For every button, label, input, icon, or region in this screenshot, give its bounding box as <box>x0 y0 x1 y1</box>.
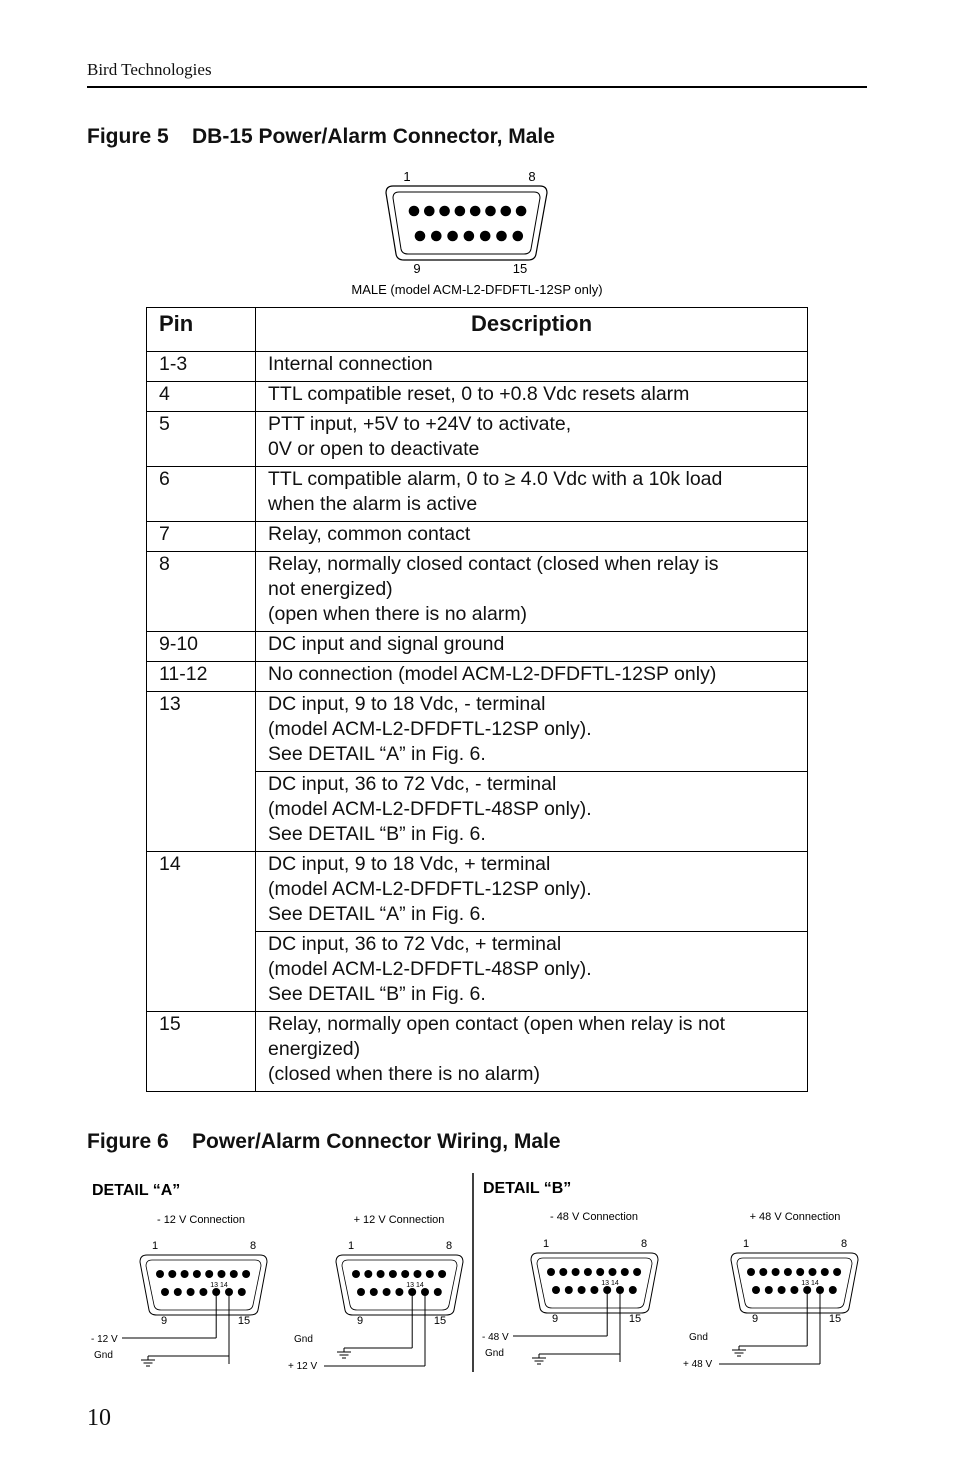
wire-label-ground: Gnd <box>94 1350 113 1361</box>
pin-label-1: 1 <box>403 169 411 184</box>
description-line: TTL compatible reset, 0 to +0.8 Vdc resets alarm <box>268 383 690 405</box>
connector-pin <box>790 1286 798 1294</box>
pin-label-9: 9 <box>551 1313 559 1325</box>
pin-label-15: 15 <box>628 1313 642 1325</box>
column-header-pin: Pin <box>147 308 256 352</box>
wire-label-supply: + 48 V <box>683 1359 713 1370</box>
pin-label-15: 15 <box>828 1313 842 1325</box>
connector-pin <box>242 1270 250 1278</box>
description-line: Internal connection <box>268 353 433 375</box>
pin-label-1: 1 <box>347 1240 355 1252</box>
connector-shell-outer <box>731 1253 858 1313</box>
pin-cell: 13 <box>147 692 256 852</box>
connector-pin <box>747 1268 755 1276</box>
description-line: Relay, normally open contact (open when relay is not <box>268 1013 726 1035</box>
wiring-connector <box>482 1211 658 1364</box>
pin-label-9: 9 <box>160 1315 168 1327</box>
connection-title: - 12 V Connection <box>156 1214 246 1226</box>
wiring-connector <box>288 1214 463 1372</box>
connector-pin <box>565 1286 573 1294</box>
pin-label-8: 8 <box>445 1240 453 1252</box>
connector-pin <box>238 1288 246 1296</box>
connector-shell-inner <box>146 1260 261 1310</box>
connector-pin <box>199 1288 207 1296</box>
wire-label-supply: + 12 V <box>288 1361 318 1372</box>
connector-shell-inner <box>537 1258 652 1308</box>
figure-6-title: Figure 6 Power/Alarm Connector Wiring, Male <box>87 1130 561 1153</box>
connector-pin <box>370 1288 378 1296</box>
description-line: not energized) <box>268 578 393 600</box>
connector-pin <box>377 1270 385 1278</box>
pin-label-13-14: 13 14 <box>406 1282 424 1289</box>
connector-pin <box>364 1270 372 1278</box>
connector-pin <box>389 1270 397 1278</box>
connector-pin <box>629 1286 637 1294</box>
connector-pin <box>357 1288 365 1296</box>
connector-shell-outer <box>336 1255 463 1315</box>
pin-label-8: 8 <box>249 1240 257 1252</box>
pin-cell: 4 <box>147 382 256 412</box>
connector-pin <box>784 1268 792 1276</box>
pin-label-9: 9 <box>413 261 421 276</box>
pin-label-1: 1 <box>542 1238 550 1250</box>
connector-pin <box>621 1268 629 1276</box>
pin-cell: 1-3 <box>147 352 256 382</box>
connector-pin <box>596 1268 604 1276</box>
description-line: (closed when there is no alarm) <box>268 1063 541 1085</box>
connector-shell-inner <box>342 1260 457 1310</box>
pin-cell: 8 <box>147 552 256 632</box>
connector-pin <box>633 1268 641 1276</box>
pin-cell: 5 <box>147 412 256 467</box>
wiring-connector <box>91 1214 267 1366</box>
connector-pin <box>552 1286 560 1294</box>
connection-title: - 48 V Connection <box>549 1211 639 1223</box>
description-line: See DETAIL “A” in Fig. 6. <box>268 903 486 925</box>
connector-pin <box>187 1288 195 1296</box>
pin-label-13-14: 13 14 <box>601 1280 619 1287</box>
connector-pin <box>821 1268 829 1276</box>
pin-label-8: 8 <box>640 1238 648 1250</box>
pin-cell: 15 <box>147 1012 256 1092</box>
connector-pin <box>218 1270 226 1278</box>
detail-a-label: DETAIL “A” <box>92 1182 181 1199</box>
description-line: See DETAIL “B” in Fig. 6. <box>268 983 486 1005</box>
pin-label-1: 1 <box>151 1240 159 1252</box>
description-line: energized) <box>268 1038 361 1060</box>
description-line: See DETAIL “B” in Fig. 6. <box>268 823 486 845</box>
pin-label-9: 9 <box>751 1313 759 1325</box>
connector-pin <box>765 1286 773 1294</box>
description-line: (model ACM-L2-DFDFTL-12SP only). <box>268 718 592 740</box>
column-header-description: Description <box>256 308 808 352</box>
running-header: Bird Technologies <box>87 60 212 79</box>
figure-5-title: Figure 5 DB-15 Power/Alarm Connector, Male <box>87 125 555 148</box>
page-number: 10 <box>87 1405 111 1431</box>
description-line: TTL compatible alarm, 0 to ≥ 4.0 Vdc with a 10k load <box>268 468 723 490</box>
pin-cell: 7 <box>147 522 256 552</box>
connector-shell-inner <box>737 1258 852 1308</box>
description-line: DC input, 36 to 72 Vdc, - terminal <box>268 773 557 795</box>
connector-pin <box>559 1268 567 1276</box>
connector-pin <box>578 1286 586 1294</box>
wire-label-supply: - 12 V <box>91 1334 118 1345</box>
wire-label-ground: Gnd <box>294 1334 313 1345</box>
connector-pin <box>609 1268 617 1276</box>
description-line: DC input and signal ground <box>268 633 505 655</box>
connector-caption: MALE (model ACM-L2-DFDFTL-12SP only) <box>351 282 603 297</box>
connector-pin <box>833 1268 841 1276</box>
connector-pin <box>193 1270 201 1278</box>
description-line: Relay, normally closed contact (closed when relay is <box>268 553 719 575</box>
pin-cell: 11-12 <box>147 662 256 692</box>
connection-title: + 12 V Connection <box>353 1214 445 1226</box>
connector-pin <box>383 1288 391 1296</box>
description-line: Relay, common contact <box>268 523 471 545</box>
description-line: PTT input, +5V to +24V to activate, <box>268 413 572 435</box>
connector-shell-outer <box>531 1253 658 1313</box>
connector-pin <box>174 1288 182 1296</box>
connection-title: + 48 V Connection <box>749 1211 841 1223</box>
connector-pin <box>156 1270 164 1278</box>
pin-label-8: 8 <box>528 169 536 184</box>
description-line: (model ACM-L2-DFDFTL-48SP only). <box>268 958 592 980</box>
connector-pin <box>230 1270 238 1278</box>
connector-pin <box>584 1268 592 1276</box>
pin-label-13-14: 13 14 <box>210 1282 228 1289</box>
pin-label-8: 8 <box>840 1238 848 1250</box>
connector-pin <box>401 1270 409 1278</box>
connector-pin <box>829 1286 837 1294</box>
pin-label-9: 9 <box>356 1315 364 1327</box>
description-line: See DETAIL “A” in Fig. 6. <box>268 743 486 765</box>
connector-pin <box>809 1268 817 1276</box>
description-line: when the alarm is active <box>268 493 478 515</box>
wire-label-ground: Gnd <box>689 1332 708 1343</box>
connector-pin <box>752 1286 760 1294</box>
connector-pin <box>572 1268 580 1276</box>
connector-shell-outer <box>140 1255 267 1315</box>
connector-pin <box>205 1270 213 1278</box>
connector-pin <box>772 1268 780 1276</box>
connector-pin <box>547 1268 555 1276</box>
connector-pin <box>414 1270 422 1278</box>
connector-pin <box>778 1286 786 1294</box>
description-line: DC input, 9 to 18 Vdc, - terminal <box>268 693 546 715</box>
connector-pin <box>181 1270 189 1278</box>
pin-label-13-14: 13 14 <box>801 1280 819 1287</box>
wire-label-ground: Gnd <box>485 1348 504 1359</box>
pin-label-1: 1 <box>742 1238 750 1250</box>
connector-pin <box>426 1270 434 1278</box>
description-line: DC input, 9 to 18 Vdc, + terminal <box>268 853 551 875</box>
pin-label-15: 15 <box>433 1315 447 1327</box>
wiring-connector <box>683 1211 858 1370</box>
wire-label-supply: - 48 V <box>482 1332 509 1343</box>
pin-label-15: 15 <box>237 1315 251 1327</box>
pin-label-15: 15 <box>512 261 528 276</box>
description-line: No connection (model ACM-L2-DFDFTL-12SP only) <box>268 663 717 685</box>
description-line: (model ACM-L2-DFDFTL-12SP only). <box>268 878 592 900</box>
connector-pin <box>168 1270 176 1278</box>
detail-b-label: DETAIL “B” <box>483 1180 572 1197</box>
connector-pin <box>161 1288 169 1296</box>
connector-pin <box>590 1286 598 1294</box>
description-line: DC input, 36 to 72 Vdc, + terminal <box>268 933 562 955</box>
connector-pin <box>759 1268 767 1276</box>
connector-pin <box>796 1268 804 1276</box>
description-line: (model ACM-L2-DFDFTL-48SP only). <box>268 798 592 820</box>
connector-pin <box>434 1288 442 1296</box>
description-line: 0V or open to deactivate <box>268 438 480 460</box>
connector-pin <box>352 1270 360 1278</box>
pin-cell: 6 <box>147 467 256 522</box>
description-line: (open when there is no alarm) <box>268 603 528 625</box>
connector-pin <box>395 1288 403 1296</box>
pin-cell: 14 <box>147 852 256 1012</box>
connector-pin <box>438 1270 446 1278</box>
pin-cell: 9-10 <box>147 632 256 662</box>
